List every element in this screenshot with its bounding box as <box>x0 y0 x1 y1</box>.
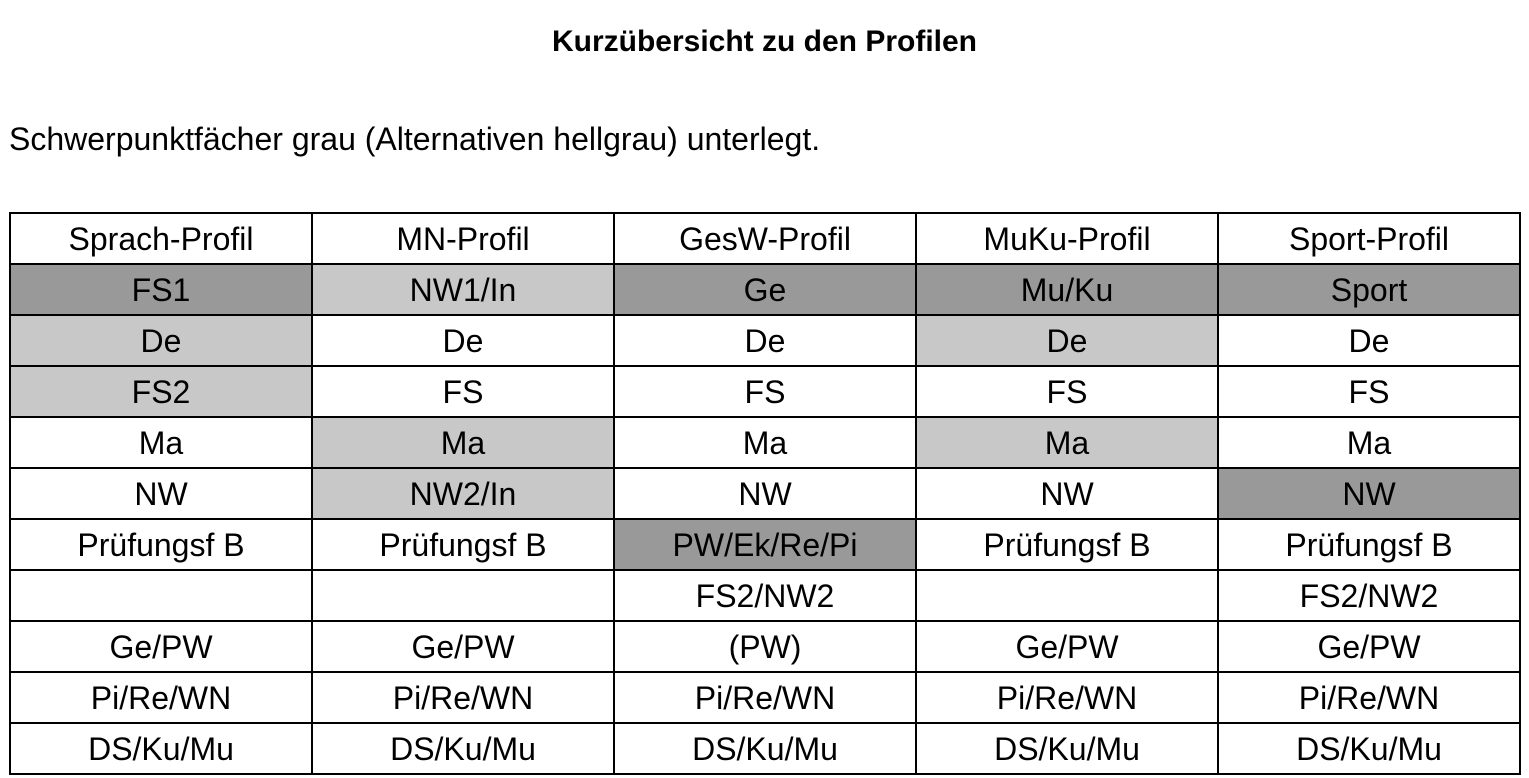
table-cell: Prüfungsf B <box>312 519 614 570</box>
table-cell: Prüfungsf B <box>1218 519 1520 570</box>
table-cell: Pi/Re/WN <box>614 672 916 723</box>
table-cell: NW <box>614 468 916 519</box>
table-cell: Ma <box>1218 417 1520 468</box>
header-cell-gesw-profil: GesW-Profil <box>614 213 916 264</box>
table-cell: FS <box>614 366 916 417</box>
table-cell: De <box>312 315 614 366</box>
table-cell <box>10 570 312 621</box>
table-cell: Pi/Re/WN <box>312 672 614 723</box>
table-cell: FS <box>1218 366 1520 417</box>
table-row <box>10 315 1520 366</box>
table-cell: Prüfungsf B <box>916 519 1218 570</box>
table-cell: Ge/PW <box>1218 621 1520 672</box>
table-cell: De <box>614 315 916 366</box>
table-cell: FS <box>916 366 1218 417</box>
table-row <box>10 468 1520 519</box>
header-cell-sprach-profil: Sprach-Profil <box>10 213 312 264</box>
table-cell: Ge/PW <box>10 621 312 672</box>
table-cell: DS/Ku/Mu <box>916 723 1218 774</box>
table-cell: DS/Ku/Mu <box>614 723 916 774</box>
table-cell: NW2/In <box>312 468 614 519</box>
table-cell: FS2 <box>10 366 312 417</box>
table-cell: De <box>916 315 1218 366</box>
table-row <box>10 519 1520 570</box>
table-body <box>10 213 1520 774</box>
table-cell: FS <box>312 366 614 417</box>
table-cell: DS/Ku/Mu <box>10 723 312 774</box>
header-cell-muku-profil: MuKu-Profil <box>916 213 1218 264</box>
table-cell: Ma <box>312 417 614 468</box>
table-cell: De <box>10 315 312 366</box>
table-row <box>10 723 1520 774</box>
header-cell-sport-profil: Sport-Profil <box>1218 213 1520 264</box>
table-cell: Pi/Re/WN <box>916 672 1218 723</box>
table-cell: Mu/Ku <box>916 264 1218 315</box>
page-title: Kurzübersicht zu den Profilen <box>551 25 978 58</box>
table-cell: NW <box>916 468 1218 519</box>
intro-text: Schwerpunktfächer grau (Alternativen hellgrau) unterlegt. <box>9 121 821 157</box>
table-row <box>10 621 1520 672</box>
table-cell: Ge/PW <box>312 621 614 672</box>
table-cell: Pi/Re/WN <box>1218 672 1520 723</box>
table-cell: Ma <box>614 417 916 468</box>
table-cell: NW <box>1218 468 1520 519</box>
table-cell: PW/Ek/Re/Pi <box>614 519 916 570</box>
table-row <box>10 672 1520 723</box>
table-cell: Sport <box>1218 264 1520 315</box>
table-cell: NW1/In <box>312 264 614 315</box>
table-cell <box>312 570 614 621</box>
table-cell: Ge/PW <box>916 621 1218 672</box>
table-row <box>10 264 1520 315</box>
table-row <box>10 417 1520 468</box>
table-cell: De <box>1218 315 1520 366</box>
table-cell: Ma <box>916 417 1218 468</box>
table-cell: Prüfungsf B <box>10 519 312 570</box>
table-cell: Pi/Re/WN <box>10 672 312 723</box>
table-cell: DS/Ku/Mu <box>1218 723 1520 774</box>
table-cell: DS/Ku/Mu <box>312 723 614 774</box>
header-cell-mn-profil: MN-Profil <box>312 213 614 264</box>
table-cell: Ge <box>614 264 916 315</box>
table-cell <box>916 570 1218 621</box>
table-cell: Ma <box>10 417 312 468</box>
table-cell: NW <box>10 468 312 519</box>
table-cell: FS1 <box>10 264 312 315</box>
profile-overview-table <box>9 212 1521 775</box>
table-header-row <box>10 213 1520 264</box>
table-cell: FS2/NW2 <box>1218 570 1520 621</box>
table-cell: (PW) <box>614 621 916 672</box>
table-row <box>10 570 1520 621</box>
table-cell: FS2/NW2 <box>614 570 916 621</box>
table-row <box>10 366 1520 417</box>
